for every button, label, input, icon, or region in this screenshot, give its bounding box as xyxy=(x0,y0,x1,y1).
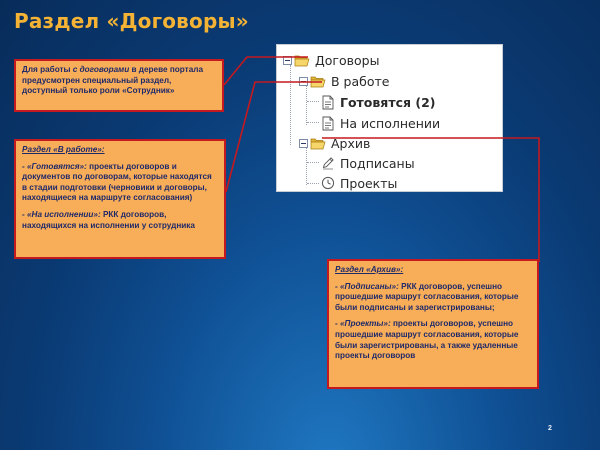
callout-main-text-part3: в дереве портала предусмотрен специальный раздел, доступный только роли «Сотрудник» xyxy=(22,65,204,96)
callout-archive-heading: Раздел «Архив»: xyxy=(335,265,404,274)
callout-main-text-italic: с договорами xyxy=(72,65,130,74)
tree-node-label: На исполнении xyxy=(340,115,441,131)
tree-node-label: Архив xyxy=(331,135,371,151)
callout-main-text-part1: Для работы xyxy=(22,65,73,74)
callout-term: - «На исполнении»: xyxy=(22,209,101,219)
tree-node-label: Подписаны xyxy=(340,155,415,171)
connector-main-to-root xyxy=(224,57,308,85)
callout-term-text: проекты договоров, успешно прошедшие маршрут согласования, которые были зарегистрированы, а также удаленные проекты договоров xyxy=(335,319,519,361)
callout-term: - «Подписаны»: xyxy=(335,281,399,291)
tree-node-label: В работе xyxy=(331,73,390,89)
callout-term: - «Готовятся»: xyxy=(22,161,87,171)
connector-archive-to-archive xyxy=(322,135,539,262)
callout-term-text: проекты договоров и документов по договорам, которые находятся в стадии подготовки (черновики и договоры, находящиеся на маршруте согласования) xyxy=(22,161,212,203)
callout-term-text: РКК договоров, успешно прошедшие маршрут согласования, которые были подписаны и зарегистрированы; xyxy=(335,281,519,312)
callout-term: - «Проекты»: xyxy=(335,319,391,329)
tree-node-label: Готовятся (2) xyxy=(340,94,436,110)
connector-work-to-in-work xyxy=(226,82,322,192)
slide-page-number: 2 xyxy=(548,425,552,432)
callout-in-work-heading: Раздел «В работе»: xyxy=(22,145,105,154)
callout-term-text: РКК договоров, находящихся на исполнении у сотрудника xyxy=(22,209,195,230)
tree-node-label: Договоры xyxy=(315,52,380,68)
slide-title: Раздел «Договоры» xyxy=(14,9,249,33)
tree-node-label: Проекты xyxy=(340,175,398,191)
